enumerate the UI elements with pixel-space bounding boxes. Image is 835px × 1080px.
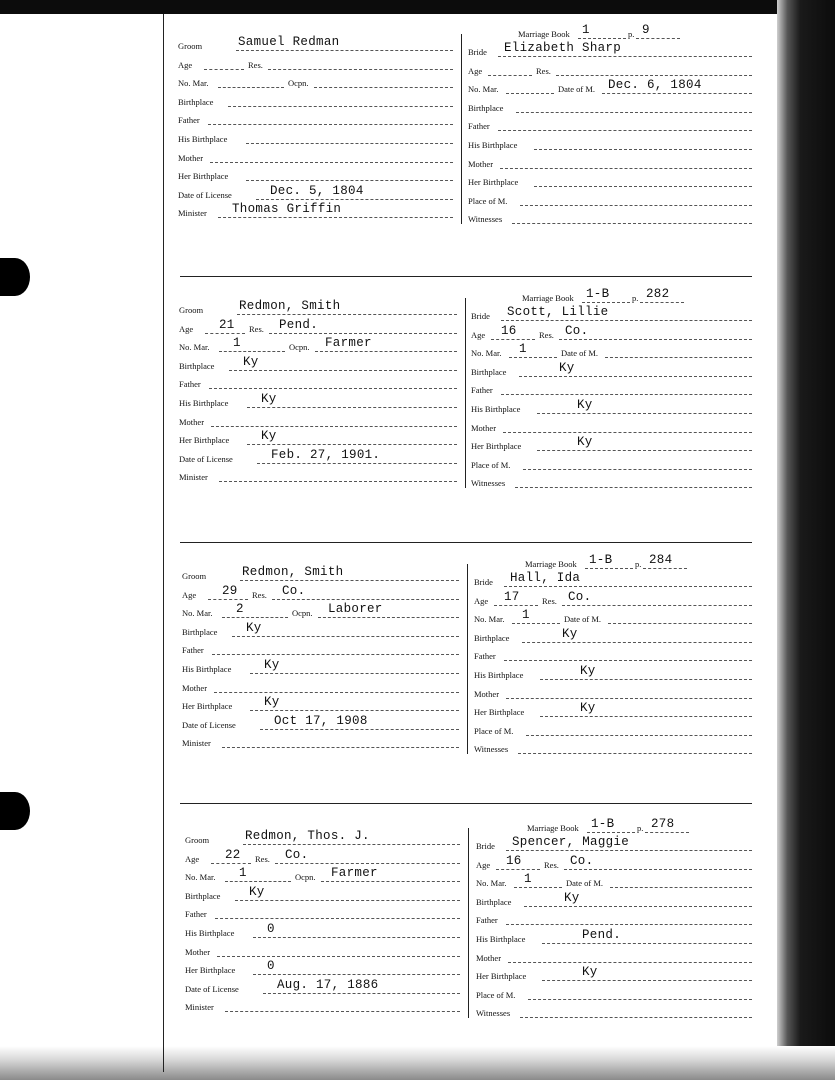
bride-birthplace-value: Ky <box>559 360 575 375</box>
bride-age-label: Age <box>468 65 483 76</box>
groom-date_of_license-line <box>257 463 457 464</box>
bride-date-of-m-label: Date of M. <box>558 84 596 95</box>
bride-no-mar-value: 1 <box>519 342 527 357</box>
groom-father-label: Father <box>179 379 201 390</box>
bride-name-value: Hall, Ida <box>510 571 581 585</box>
groom-mother-label: Mother <box>178 152 204 163</box>
bride-mother-label: Mother <box>476 952 502 963</box>
page-value: 278 <box>651 817 675 831</box>
groom-his-birthplace-label: His Birthplace <box>185 928 235 938</box>
groom-her_birthplace-line <box>253 974 460 975</box>
bride-res-label: Res. <box>539 329 554 340</box>
groom-no_mar-line <box>219 351 285 352</box>
bride-witnesses-line <box>512 223 752 224</box>
bride-res-line <box>564 869 752 870</box>
groom-mother-label: Mother <box>185 946 211 957</box>
card-column-divider <box>461 34 462 224</box>
bride-res-line <box>562 605 752 606</box>
bride-age-value: 16 <box>501 323 517 338</box>
groom-name-value: Samuel Redman <box>238 35 340 49</box>
groom-age-value: 21 <box>219 317 235 332</box>
groom-birthplace-line <box>235 900 460 901</box>
groom-res-label: Res. <box>252 589 267 600</box>
groom-date_of_license-line <box>263 993 460 994</box>
groom-age-label: Age <box>178 59 193 70</box>
groom-his-birthplace-value: Ky <box>261 392 277 406</box>
bride-her-birthplace-label: Her Birthplace <box>468 177 519 188</box>
bride-his-birthplace-label: His Birthplace <box>468 140 518 150</box>
groom-his-birthplace-value: 0 <box>267 922 275 936</box>
bride-no_mar-line <box>514 887 562 888</box>
groom-birthplace-label: Birthplace <box>178 96 214 107</box>
groom-birthplace-value: Ky <box>243 354 259 369</box>
page-value: 284 <box>649 553 673 567</box>
bride-father-line <box>506 924 752 925</box>
bride-name-line <box>498 56 752 57</box>
bride-bride-label: Bride <box>468 47 487 57</box>
groom-ocpn-line <box>318 617 459 618</box>
bride-his-birthplace-value: Pend. <box>582 928 622 942</box>
bride-mother-line <box>506 698 752 699</box>
bride-age-value: 17 <box>504 589 520 604</box>
groom-date-of-license-value: Oct 17, 1908 <box>274 713 368 728</box>
groom-name-line <box>243 844 460 845</box>
groom-birthplace-value: Ky <box>249 884 265 899</box>
bride-his_birthplace-line <box>540 679 752 680</box>
bride-birthplace-line <box>524 906 752 907</box>
groom-father-line <box>212 654 459 655</box>
bride-res-value: Co. <box>570 853 594 868</box>
groom-date_of_license-line <box>256 199 453 200</box>
groom-res-label: Res. <box>249 323 264 334</box>
page-margin-line <box>163 14 164 1072</box>
page-label: p. <box>637 823 644 833</box>
groom-her-birthplace-label: Her Birthplace <box>182 701 233 712</box>
bride-age-line <box>488 75 532 76</box>
bride-birthplace-value: Ky <box>562 626 578 641</box>
groom-res-label: Res. <box>248 59 263 70</box>
page-value: 282 <box>646 287 670 301</box>
bride-place-of-m-label: Place of M. <box>476 989 516 1000</box>
bride-place-of-m-label: Place of M. <box>468 195 508 206</box>
groom-her-birthplace-value: Ky <box>264 695 280 710</box>
bride-her-birthplace-value: Ky <box>577 435 593 450</box>
groom-birthplace-line <box>229 370 457 371</box>
groom-groom-label: Groom <box>185 835 210 845</box>
groom-no-mar-label: No. Mar. <box>185 872 216 883</box>
bride-age-value: 16 <box>506 853 522 868</box>
bride-father-line <box>501 394 752 395</box>
groom-his_birthplace-line <box>247 407 457 408</box>
groom-age-value: 29 <box>222 583 238 598</box>
bride-witnesses-line <box>520 1017 752 1018</box>
groom-minister-label: Minister <box>185 1002 214 1013</box>
bride-place_of_m-line <box>528 999 752 1000</box>
groom-ocpn-label: Ocpn. <box>288 78 309 89</box>
bride-no-mar-label: No. Mar. <box>468 84 499 95</box>
groom-her-birthplace-label: Her Birthplace <box>178 171 229 182</box>
bride-bride-label: Bride <box>476 841 495 851</box>
groom-date_of_license-line <box>260 729 459 730</box>
bride-age-line <box>491 339 535 340</box>
groom-her-birthplace-value: Ky <box>261 429 277 444</box>
marriage-book-line <box>578 38 626 39</box>
bride-witnesses-label: Witnesses <box>468 214 503 225</box>
bride-name-line <box>506 850 752 851</box>
bride-name-line <box>504 586 752 587</box>
bride-birthplace-label: Birthplace <box>471 366 507 377</box>
groom-father-label: Father <box>178 115 200 126</box>
bride-no-mar-label: No. Mar. <box>476 878 507 889</box>
bride-his-birthplace-value: Ky <box>577 398 593 412</box>
bride-age-line <box>494 605 538 606</box>
bride-name-line <box>501 320 752 321</box>
marriage-book-value: 1-B <box>586 287 610 301</box>
marriage-book-value: 1-B <box>591 817 615 831</box>
groom-ocpn-line <box>315 351 457 352</box>
bride-mother-label: Mother <box>471 422 497 433</box>
bride-date_of_m-line <box>608 623 752 624</box>
groom-his_birthplace-line <box>253 937 460 938</box>
bride-age-line <box>496 869 540 870</box>
card-separator <box>180 276 752 277</box>
groom-minister-label: Minister <box>182 738 211 749</box>
groom-mother-line <box>217 956 460 957</box>
bride-mother-line <box>503 432 752 433</box>
groom-her_birthplace-line <box>250 710 459 711</box>
groom-name-value: Redmon, Thos. J. <box>245 829 370 843</box>
groom-name-value: Redmon, Smith <box>242 565 344 579</box>
bride-place-of-m-label: Place of M. <box>471 459 511 470</box>
bride-date_of_m-line <box>605 357 752 358</box>
groom-her_birthplace-line <box>247 444 457 445</box>
groom-no-mar-label: No. Mar. <box>178 78 209 89</box>
groom-name-value: Redmon, Smith <box>239 299 341 313</box>
groom-age-label: Age <box>185 853 200 864</box>
groom-age-label: Age <box>182 589 197 600</box>
groom-his-birthplace-label: His Birthplace <box>182 664 232 674</box>
groom-no_mar-line <box>225 881 291 882</box>
bride-place_of_m-line <box>526 735 752 736</box>
bride-age-label: Age <box>471 329 486 340</box>
bride-res-value: Co. <box>565 323 589 338</box>
bride-his_birthplace-line <box>542 943 752 944</box>
groom-date-of-license-label: Date of License <box>179 453 233 464</box>
groom-groom-label: Groom <box>182 571 207 581</box>
bride-birthplace-line <box>522 642 752 643</box>
groom-no-mar-value: 2 <box>236 602 244 617</box>
bride-witnesses-label: Witnesses <box>474 744 509 755</box>
binder-hole-bottom <box>0 792 30 830</box>
groom-his-birthplace-label: His Birthplace <box>178 134 228 144</box>
groom-his-birthplace-label: His Birthplace <box>179 398 229 408</box>
groom-birthplace-line <box>232 636 459 637</box>
marriage-book-value: 1-B <box>589 553 613 567</box>
page-line <box>640 302 684 303</box>
groom-minister-line <box>222 747 459 748</box>
groom-age-label: Age <box>179 323 194 334</box>
scan-bottom-edge <box>0 1046 835 1080</box>
bride-name-value: Elizabeth Sharp <box>504 41 622 55</box>
groom-age-line <box>205 333 245 334</box>
bride-birthplace-label: Birthplace <box>468 102 504 113</box>
bride-his_birthplace-line <box>534 149 752 150</box>
groom-ocpn-line <box>314 87 453 88</box>
page-line <box>636 38 680 39</box>
bride-date-of-m-label: Date of M. <box>566 878 604 889</box>
groom-mother-label: Mother <box>182 682 208 693</box>
groom-date-of-license-value: Aug. 17, 1886 <box>277 977 379 992</box>
groom-res-value: Co. <box>285 847 309 862</box>
bride-bride-label: Bride <box>474 577 493 587</box>
scan-top-border <box>0 0 835 14</box>
bride-date-of-m-label: Date of M. <box>564 614 602 625</box>
groom-name-line <box>237 314 457 315</box>
groom-mother-line <box>214 692 459 693</box>
groom-birthplace-label: Birthplace <box>185 890 221 901</box>
groom-ocpn-label: Ocpn. <box>289 342 310 353</box>
bride-father-label: Father <box>468 121 490 132</box>
groom-age-value: 22 <box>225 847 241 862</box>
bride-no-mar-value: 1 <box>522 608 530 623</box>
card-separator <box>180 542 752 543</box>
bride-his_birthplace-line <box>537 413 752 414</box>
groom-age-line <box>211 863 251 864</box>
bride-no-mar-label: No. Mar. <box>471 348 502 359</box>
groom-ocpn-value: Farmer <box>325 336 372 351</box>
bride-her_birthplace-line <box>534 186 752 187</box>
bride-father-line <box>498 130 752 131</box>
groom-name-line <box>236 50 453 51</box>
groom-her-birthplace-label: Her Birthplace <box>185 965 236 976</box>
marriage-book-label: Marriage Book <box>525 559 577 569</box>
bride-father-label: Father <box>471 385 493 396</box>
groom-name-line <box>240 580 459 581</box>
groom-date-of-license-label: Date of License <box>185 983 239 994</box>
marriage-book-label: Marriage Book <box>527 823 579 833</box>
bride-her-birthplace-label: Her Birthplace <box>471 441 522 452</box>
groom-no-mar-value: 1 <box>239 866 247 881</box>
bride-witnesses-label: Witnesses <box>476 1008 511 1019</box>
bride-mother-line <box>508 962 752 963</box>
groom-father-line <box>209 388 457 389</box>
groom-groom-label: Groom <box>178 41 203 51</box>
bride-mother-line <box>500 168 752 169</box>
bride-her-birthplace-value: Ky <box>580 701 596 716</box>
groom-date-of-license-value: Feb. 27, 1901. <box>271 447 381 462</box>
bride-birthplace-value: Ky <box>564 890 580 905</box>
groom-age-line <box>208 599 248 600</box>
bride-birthplace-line <box>519 376 752 377</box>
bride-name-value: Scott, Lillie <box>507 305 609 319</box>
bride-res-label: Res. <box>542 595 557 606</box>
bride-father-label: Father <box>476 915 498 926</box>
bride-date-of-m-label: Date of M. <box>561 348 599 359</box>
groom-birthplace-label: Birthplace <box>182 626 218 637</box>
groom-age-line <box>204 69 244 70</box>
groom-res-line <box>269 333 457 334</box>
bride-witnesses-line <box>518 753 752 754</box>
bride-res-line <box>556 75 752 76</box>
groom-father-label: Father <box>185 909 207 920</box>
bride-name-value: Spencer, Maggie <box>512 835 630 849</box>
bride-res-value: Co. <box>568 589 592 604</box>
bride-birthplace-line <box>516 112 752 113</box>
groom-date-of-license-label: Date of License <box>178 189 232 200</box>
groom-her-birthplace-label: Her Birthplace <box>179 435 230 446</box>
bride-bride-label: Bride <box>471 311 490 321</box>
groom-minister-line <box>218 217 453 218</box>
groom-father-line <box>208 124 453 125</box>
bride-birthplace-label: Birthplace <box>476 896 512 907</box>
binder-hole-top <box>0 258 30 296</box>
bride-place_of_m-line <box>520 205 752 206</box>
page-label: p. <box>628 29 635 39</box>
page-line <box>645 832 689 833</box>
groom-minister-label: Minister <box>179 472 208 483</box>
groom-father-label: Father <box>182 645 204 656</box>
card-column-divider <box>467 564 468 754</box>
bride-father-label: Father <box>474 651 496 662</box>
card-separator <box>180 803 752 804</box>
bride-witnesses-label: Witnesses <box>471 478 506 489</box>
bride-mother-label: Mother <box>474 688 500 699</box>
page-label: p. <box>635 559 642 569</box>
bride-her_birthplace-line <box>542 980 752 981</box>
bride-his-birthplace-value: Ky <box>580 664 596 678</box>
bride-his-birthplace-label: His Birthplace <box>474 670 524 680</box>
bride-no_mar-line <box>512 623 560 624</box>
groom-her_birthplace-line <box>246 180 453 181</box>
bride-age-label: Age <box>476 859 491 870</box>
groom-ocpn-value: Farmer <box>331 866 378 881</box>
bride-age-label: Age <box>474 595 489 606</box>
groom-his-birthplace-value: Ky <box>264 658 280 672</box>
bride-father-line <box>504 660 752 661</box>
bride-his-birthplace-label: His Birthplace <box>476 934 526 944</box>
bride-no-mar-value: 1 <box>524 872 532 887</box>
groom-minister-line <box>225 1011 460 1012</box>
bride-res-label: Res. <box>536 65 551 76</box>
groom-no_mar-line <box>222 617 288 618</box>
groom-res-line <box>268 69 453 70</box>
bride-birthplace-label: Birthplace <box>474 632 510 643</box>
bride-date_of_m-line <box>602 93 752 94</box>
bride-her_birthplace-line <box>540 716 752 717</box>
page-line <box>643 568 687 569</box>
groom-no_mar-line <box>218 87 284 88</box>
marriage-book-value: 1 <box>582 23 590 37</box>
bride-place_of_m-line <box>523 469 752 470</box>
bride-her_birthplace-line <box>537 450 752 451</box>
bride-res-line <box>559 339 752 340</box>
groom-her-birthplace-value: 0 <box>267 959 275 974</box>
groom-mother-label: Mother <box>179 416 205 427</box>
page-value: 9 <box>642 23 650 37</box>
bride-witnesses-line <box>515 487 752 488</box>
groom-res-value: Pend. <box>279 317 319 332</box>
card-column-divider <box>468 828 469 1018</box>
bride-her-birthplace-label: Her Birthplace <box>474 707 525 718</box>
bride-his-birthplace-label: His Birthplace <box>471 404 521 414</box>
groom-ocpn-value: Laborer <box>328 602 383 617</box>
scan-right-edge <box>777 0 835 1080</box>
marriage-book-label: Marriage Book <box>522 293 574 303</box>
bride-her-birthplace-value: Ky <box>582 965 598 980</box>
groom-res-line <box>272 599 459 600</box>
groom-birthplace-value: Ky <box>246 620 262 635</box>
groom-no-mar-label: No. Mar. <box>182 608 213 619</box>
groom-ocpn-label: Ocpn. <box>292 608 313 619</box>
groom-ocpn-label: Ocpn. <box>295 872 316 883</box>
groom-no-mar-value: 1 <box>233 336 241 351</box>
groom-date-of-license-value: Dec. 5, 1804 <box>270 183 364 198</box>
card-column-divider <box>465 298 466 488</box>
groom-no-mar-label: No. Mar. <box>179 342 210 353</box>
groom-minister-label: Minister <box>178 208 207 219</box>
groom-his_birthplace-line <box>246 143 453 144</box>
groom-res-value: Co. <box>282 583 306 598</box>
bride-no-mar-label: No. Mar. <box>474 614 505 625</box>
page-label: p. <box>632 293 639 303</box>
groom-minister-line <box>219 481 457 482</box>
bride-date_of_m-line <box>610 887 752 888</box>
marriage-book-line <box>582 302 630 303</box>
marriage-book-line <box>587 832 635 833</box>
groom-ocpn-line <box>321 881 460 882</box>
bride-res-label: Res. <box>544 859 559 870</box>
groom-date-of-license-label: Date of License <box>182 719 236 730</box>
bride-mother-label: Mother <box>468 158 494 169</box>
groom-his_birthplace-line <box>250 673 459 674</box>
groom-mother-line <box>211 426 457 427</box>
groom-res-label: Res. <box>255 853 270 864</box>
groom-res-line <box>275 863 460 864</box>
bride-no_mar-line <box>509 357 557 358</box>
groom-minister-value: Thomas Griffin <box>232 202 342 217</box>
groom-father-line <box>215 918 460 919</box>
bride-no_mar-line <box>506 93 554 94</box>
marriage-book-label: Marriage Book <box>518 29 570 39</box>
bride-her-birthplace-label: Her Birthplace <box>476 971 527 982</box>
marriage-book-line <box>585 568 633 569</box>
groom-birthplace-label: Birthplace <box>179 360 215 371</box>
bride-place-of-m-label: Place of M. <box>474 725 514 736</box>
groom-birthplace-line <box>228 106 453 107</box>
groom-mother-line <box>210 162 453 163</box>
groom-groom-label: Groom <box>179 305 204 315</box>
bride-date-of-m-value: Dec. 6, 1804 <box>608 78 702 93</box>
